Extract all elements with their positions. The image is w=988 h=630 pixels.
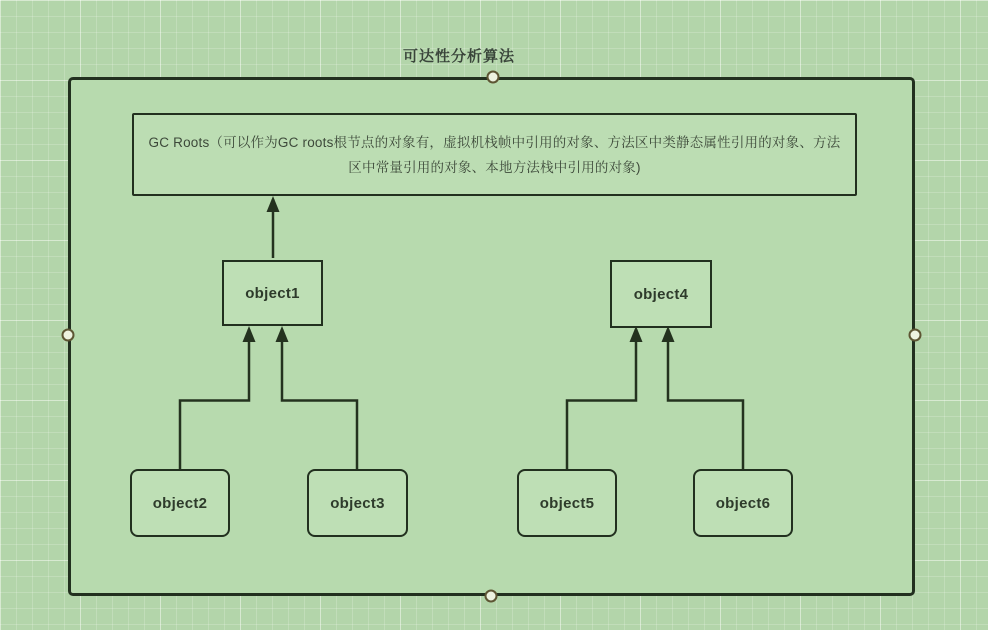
edge-object3-to-object1[interactable] xyxy=(282,329,357,469)
edge-object5-to-object4[interactable] xyxy=(567,329,636,469)
node-object3[interactable] xyxy=(307,469,408,537)
diagram-title: 可达性分析算法 xyxy=(403,48,516,65)
connection-handle-right[interactable] xyxy=(909,329,922,342)
object4-label: object4 xyxy=(633,285,689,303)
edge-object2-to-object1[interactable] xyxy=(180,329,249,469)
gc-roots-label: GC Roots（可以作为GC roots根节点的对象有，虚拟机栈帧中引用的对象、方法区中类静态属性引用的对象、方法区中常量引用的对象、本地方法栈中引用的对象) xyxy=(148,134,841,175)
node-object1[interactable] xyxy=(222,260,323,326)
object1-label: object1 xyxy=(245,284,300,302)
connection-handle-bottom[interactable] xyxy=(485,590,498,603)
node-gc-roots[interactable] xyxy=(132,113,857,196)
object2-label: object2 xyxy=(152,494,208,512)
object5-label: object5 xyxy=(539,494,595,512)
connection-handle-left[interactable] xyxy=(62,329,75,342)
edge-object6-to-object4[interactable] xyxy=(668,329,743,469)
object3-label: object3 xyxy=(330,494,385,512)
connection-handle-top[interactable] xyxy=(487,71,500,84)
object6-label: object6 xyxy=(715,494,771,512)
node-object2[interactable] xyxy=(130,469,230,537)
node-object6[interactable] xyxy=(693,469,793,537)
node-object4[interactable] xyxy=(610,260,712,328)
node-object5[interactable] xyxy=(517,469,617,537)
